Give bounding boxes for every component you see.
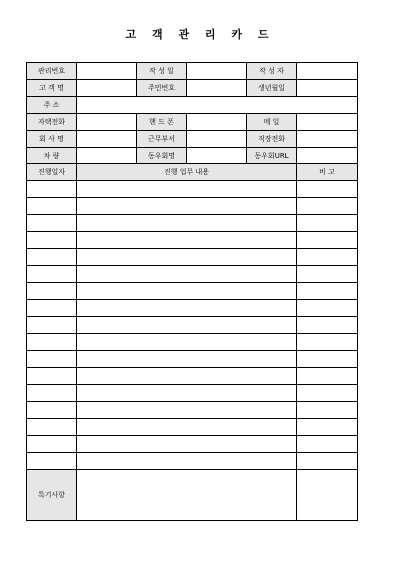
log-date-cell[interactable] [27, 266, 77, 283]
log-date-cell[interactable] [27, 453, 77, 470]
address-label: 주 소 [27, 97, 77, 114]
info-row [27, 97, 358, 114]
log-content-cell[interactable] [77, 215, 297, 232]
department-value[interactable] [187, 131, 247, 148]
work-phone-value[interactable] [297, 131, 358, 148]
log-date-cell[interactable] [27, 436, 77, 453]
log-remarks-cell[interactable] [297, 351, 358, 368]
log-remarks-cell[interactable] [297, 368, 358, 385]
log-content-cell[interactable] [77, 334, 297, 351]
log-header-row [27, 164, 358, 181]
date-header: 진행일자 [27, 164, 77, 181]
club-name-value[interactable] [187, 148, 247, 165]
log-content-cell[interactable] [77, 198, 297, 215]
special-note-remarks[interactable] [297, 470, 358, 521]
resident-number-label: 주민번호 [137, 80, 187, 97]
log-content-cell[interactable] [77, 266, 297, 283]
write-date-value[interactable] [187, 63, 247, 80]
log-content-cell[interactable] [77, 402, 297, 419]
log-date-cell[interactable] [27, 317, 77, 334]
writer-value[interactable] [297, 63, 358, 80]
email-value[interactable] [297, 114, 358, 131]
company-label: 회 사 명 [27, 131, 77, 148]
info-row [27, 114, 358, 131]
log-row [27, 232, 358, 249]
log-date-cell[interactable] [27, 283, 77, 300]
log-content-cell[interactable] [77, 419, 297, 436]
log-content-cell[interactable] [77, 300, 297, 317]
log-date-cell[interactable] [27, 181, 77, 198]
log-content-cell[interactable] [77, 385, 297, 402]
work-phone-label: 직장전화 [247, 131, 297, 148]
log-content-cell[interactable] [77, 283, 297, 300]
log-date-cell[interactable] [27, 300, 77, 317]
log-date-cell[interactable] [27, 249, 77, 266]
log-remarks-cell[interactable] [297, 436, 358, 453]
log-date-cell[interactable] [27, 368, 77, 385]
log-remarks-cell[interactable] [297, 402, 358, 419]
manage-number-label: 관리번호 [27, 63, 77, 80]
department-label: 근무부서 [137, 131, 187, 148]
customer-name-value[interactable] [77, 80, 137, 97]
customer-info-table [26, 62, 358, 165]
log-date-cell[interactable] [27, 215, 77, 232]
info-row [27, 80, 358, 97]
log-remarks-cell[interactable] [297, 232, 358, 249]
info-row [27, 131, 358, 148]
birthdate-value[interactable] [297, 80, 358, 97]
vehicle-label: 차 량 [27, 148, 77, 165]
log-content-cell[interactable] [77, 317, 297, 334]
log-remarks-cell[interactable] [297, 249, 358, 266]
content-header: 진행 업무 내용 [77, 164, 297, 181]
note-row [27, 470, 358, 521]
special-note-content[interactable] [77, 470, 297, 521]
log-row [27, 334, 358, 351]
log-date-cell[interactable] [27, 385, 77, 402]
log-date-cell[interactable] [27, 334, 77, 351]
log-content-cell[interactable] [77, 181, 297, 198]
home-phone-value[interactable] [77, 114, 137, 131]
log-content-cell[interactable] [77, 232, 297, 249]
manage-number-value[interactable] [77, 63, 137, 80]
log-row [27, 266, 358, 283]
log-row [27, 351, 358, 368]
log-date-cell[interactable] [27, 232, 77, 249]
club-url-label: 동우회URL [247, 148, 297, 165]
log-row [27, 198, 358, 215]
log-row [27, 402, 358, 419]
log-remarks-cell[interactable] [297, 453, 358, 470]
vehicle-value[interactable] [77, 148, 137, 165]
log-body [27, 181, 358, 470]
log-date-cell[interactable] [27, 198, 77, 215]
resident-number-value[interactable] [187, 80, 247, 97]
log-remarks-cell[interactable] [297, 334, 358, 351]
write-date-label: 작 성 일 [137, 63, 187, 80]
log-remarks-cell[interactable] [297, 317, 358, 334]
log-row [27, 368, 358, 385]
log-content-cell[interactable] [77, 249, 297, 266]
club-name-label: 동우회명 [137, 148, 187, 165]
log-row [27, 317, 358, 334]
log-row [27, 385, 358, 402]
log-row [27, 453, 358, 470]
log-content-cell[interactable] [77, 453, 297, 470]
log-remarks-cell[interactable] [297, 215, 358, 232]
company-value[interactable] [77, 131, 137, 148]
log-date-cell[interactable] [27, 351, 77, 368]
log-content-cell[interactable] [77, 351, 297, 368]
email-label: 메 일 [247, 114, 297, 131]
log-content-cell[interactable] [77, 368, 297, 385]
mobile-label: 핸 드 폰 [137, 114, 187, 131]
log-date-cell[interactable] [27, 419, 77, 436]
info-row [27, 63, 358, 80]
writer-label: 작 성 자 [247, 63, 297, 80]
log-row [27, 249, 358, 266]
log-row [27, 300, 358, 317]
log-date-cell[interactable] [27, 402, 77, 419]
remarks-header: 비 고 [297, 164, 358, 181]
info-row [27, 148, 358, 165]
log-row [27, 283, 358, 300]
log-remarks-cell[interactable] [297, 300, 358, 317]
customer-name-label: 고 객 명 [27, 80, 77, 97]
birthdate-label: 생년월일 [247, 80, 297, 97]
log-remarks-cell[interactable] [297, 283, 358, 300]
mobile-value[interactable] [187, 114, 247, 131]
home-phone-label: 자택전화 [27, 114, 77, 131]
log-row [27, 419, 358, 436]
page-title: 고 객 관 리 카 드 [125, 28, 275, 41]
log-remarks-cell[interactable] [297, 385, 358, 402]
log-remarks-cell[interactable] [297, 419, 358, 436]
log-content-cell[interactable] [77, 436, 297, 453]
log-remarks-cell[interactable] [297, 181, 358, 198]
club-url-value[interactable] [297, 148, 358, 165]
log-remarks-cell[interactable] [297, 266, 358, 283]
special-note-label: 특기사항 [27, 470, 77, 521]
log-row [27, 215, 358, 232]
progress-log-table [26, 163, 358, 521]
log-row [27, 436, 358, 453]
log-remarks-cell[interactable] [297, 198, 358, 215]
address-value[interactable] [77, 97, 358, 114]
log-row [27, 181, 358, 198]
